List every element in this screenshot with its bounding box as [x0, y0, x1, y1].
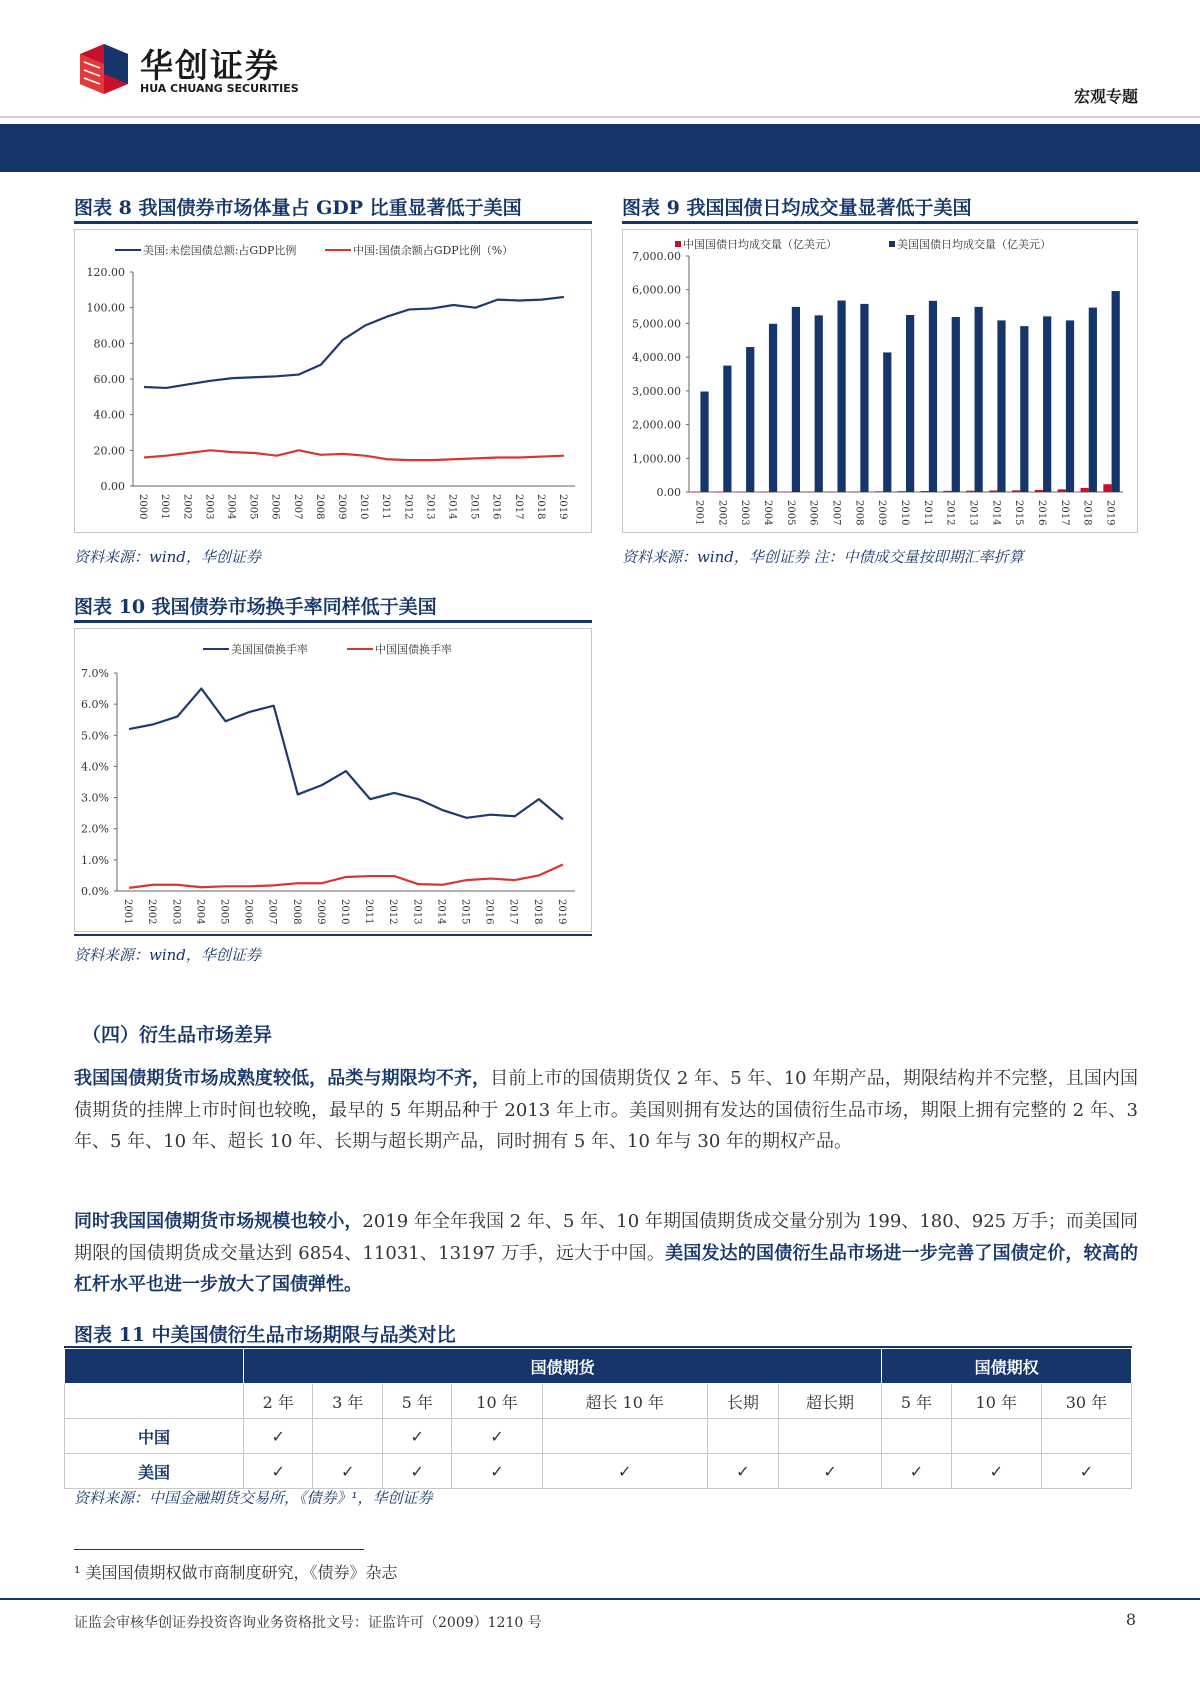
table-cell [778, 1419, 881, 1454]
fig8-x-tick-label: 2005 [247, 494, 259, 520]
fig9-bar [929, 301, 937, 492]
fig8-x-tick-label: 2007 [291, 494, 303, 520]
fig10-title-rule [74, 620, 592, 623]
fig10-x-tick-label: 2002 [146, 899, 158, 925]
fig9-bar [1103, 484, 1111, 492]
footer-license: 证监会审核华创证券投资咨询业务资格批文号：证监许可（2009）1210 号 [74, 1615, 542, 1631]
paragraph-2-bold-1: 同时我国国债期货市场规模也较小， [74, 1211, 363, 1232]
paragraph-1 [74, 1063, 1138, 1158]
fig9-bar [815, 315, 823, 492]
fig9-x-tick-label: 2010 [899, 500, 910, 526]
fig10-x-tick-label: 2009 [314, 899, 326, 925]
fig8-legend-label: 中国:国债余额占GDP比例（%） [353, 244, 514, 257]
fig9-y-tick-label: 1,000.00 [632, 452, 681, 466]
fig9-bar [700, 392, 708, 492]
logo-text-cn: 华创证券 [140, 46, 280, 85]
fig8-title-rule [74, 221, 592, 224]
fig9-bar [837, 301, 845, 492]
fig10-y-tick-label: 5.0% [81, 729, 109, 743]
logo-cube-icon [74, 40, 134, 98]
table-row-label: 美国 [65, 1454, 244, 1489]
fig8-title: 图表 8 我国债券市场体量占 GDP 比重显著低于美国 [74, 197, 522, 219]
paragraph-2-bold-2: 美国发达的国债衍生品市场进一步完善了国债定价，较高的杠杆水平也进一步放大了国债弹性。 [74, 1242, 1138, 1295]
fig10-x-tick-label: 2003 [170, 899, 182, 925]
header-band [0, 124, 1200, 172]
fig10-legend-label: 中国国债换手率 [375, 643, 452, 656]
fig9-x-tick-label: 2009 [876, 500, 888, 526]
fig9-x-tick-label: 2012 [944, 500, 956, 526]
fig9-bar [1112, 291, 1120, 492]
fig9-source: 资料来源：wind，华创证券 注：中债成交量按即期汇率折算 [622, 548, 1024, 566]
header-divider [0, 116, 1200, 118]
fig9-bar [883, 352, 891, 492]
footnote-divider [74, 1549, 364, 1550]
fig9-bar [829, 492, 837, 493]
fig10-y-tick-label: 7.0% [81, 667, 109, 680]
fig9-x-tick-label: 2002 [716, 500, 728, 526]
fig9-bar [989, 490, 997, 492]
table-column-header: 10 年 [951, 1384, 1041, 1419]
table-column-header: 10 年 [452, 1384, 542, 1419]
table-column-header: 5 年 [882, 1384, 951, 1419]
fig8-chart-svg [75, 230, 591, 532]
fig9-x-tick-label: 2013 [967, 500, 979, 526]
fig8-chart [74, 229, 592, 533]
fig9-bar [792, 307, 800, 492]
fig8-x-tick-label: 2016 [490, 494, 502, 520]
fig10-x-tick-label: 2018 [531, 899, 543, 925]
table-cell [1041, 1419, 1131, 1454]
fig8-source: 资料来源：wind，华创证券 [74, 548, 261, 566]
fig9-bar [860, 304, 868, 492]
table-cell [707, 1419, 778, 1454]
fig9-bar [746, 347, 754, 492]
fig9-x-tick-label: 2005 [784, 500, 796, 526]
fig10-series-line [129, 689, 563, 820]
fig10-x-tick-label: 2017 [507, 899, 519, 925]
fig9-y-tick-label: 4,000.00 [632, 351, 681, 365]
fig8-x-tick-label: 2013 [424, 494, 436, 520]
fig9-bar [906, 315, 914, 492]
fig8-x-tick-label: 2015 [468, 494, 480, 520]
fig9-bar [715, 492, 723, 493]
fig9-bar [943, 491, 951, 492]
fig10-source: 资料来源：wind，华创证券 [74, 946, 261, 964]
fig9-y-tick-label: 3,000.00 [632, 384, 681, 398]
company-logo [74, 40, 304, 98]
fig8-x-tick-label: 2008 [313, 494, 325, 520]
table-row [65, 1419, 1132, 1454]
fig8-series-line [144, 450, 564, 460]
fig9-bar [761, 492, 769, 493]
fig9-bar [875, 491, 883, 492]
table-column-header: 2 年 [244, 1384, 313, 1419]
fig10-x-tick-label: 2007 [266, 899, 278, 925]
table-cell: ✓ [542, 1454, 707, 1489]
fig10-y-tick-label: 1.0% [81, 853, 109, 867]
fig8-legend-label: 美国:未偿国债总额:占GDP比例 [143, 244, 297, 257]
fig10-x-tick-label: 2005 [218, 899, 230, 925]
fig8-x-tick-label: 2019 [556, 494, 568, 520]
fig9-x-tick-label: 2014 [990, 500, 1002, 526]
fig9-x-tick-label: 2006 [807, 500, 819, 526]
table-column-header: 5 年 [382, 1384, 451, 1419]
fig10-x-tick-label: 2001 [122, 899, 134, 925]
fig9-bar [806, 492, 814, 493]
fig8-y-tick-label: 80.00 [93, 337, 125, 351]
fig8-x-tick-label: 2004 [225, 494, 237, 520]
table-row [65, 1454, 1132, 1489]
fig8-x-tick-label: 2018 [534, 494, 546, 520]
fig10-x-tick-label: 2012 [387, 899, 399, 925]
fig8-x-tick-label: 2011 [380, 494, 392, 520]
fig9-x-tick-label: 2001 [693, 500, 705, 526]
paragraph-1-text: 目前上市的国债期货仅 2 年、5 年、10 年期产品，期限结构并不完整，且国内国债期货的挂牌上市时间也较晚，最早的 5 年期品种于 2013 年上市。美国则拥有发达的国债衍生品市场，期限上拥有完整的 2 年、3 年、5 年、10 年、超长 10 年、长期与超长期产品，同时拥有 5 年、10 年与 30 年的期权产品。 [74, 1068, 1138, 1152]
fig9-bar [784, 492, 792, 493]
report-type: 宏观专题 [1073, 87, 1138, 106]
fig10-x-tick-label: 2019 [555, 899, 567, 925]
table-cell: ✓ [707, 1454, 778, 1489]
fig10-series-line [129, 865, 563, 888]
paragraph-2-text: 2019 年全年我国 2 年、5 年、10 年期国债期货成交量分别为 199、180、925 万手；而美国同期限的国债期货成交量达到 6854、11031、13197 万手，远大于中国。 [74, 1211, 1138, 1264]
fig10-y-tick-label: 3.0% [81, 791, 109, 805]
page-number: 8 [1125, 1610, 1136, 1629]
fig8-x-tick-label: 2009 [335, 494, 347, 520]
fig10-x-tick-label: 2016 [483, 899, 495, 925]
table-row-label: 中国 [65, 1419, 244, 1454]
fig9-bar [1066, 320, 1074, 492]
table-cell [951, 1419, 1041, 1454]
table-body [65, 1419, 1132, 1489]
fig10-x-tick-label: 2015 [459, 899, 471, 925]
fig8-x-tick-label: 2002 [181, 494, 193, 520]
fig8-x-tick-label: 2017 [512, 494, 524, 520]
table11-source: 资料来源：中国金融期货交易所，《债券》¹，华创证券 [74, 1489, 433, 1507]
fig10-chart-svg [75, 629, 591, 931]
fig9-x-tick-label: 2008 [853, 500, 865, 526]
fig8-y-tick-label: 100.00 [86, 301, 125, 315]
fig9-bar [1012, 490, 1020, 492]
fig9-chart [622, 229, 1138, 533]
fig9-bar [1058, 489, 1066, 492]
table-cell: ✓ [1041, 1454, 1131, 1489]
fig10-x-tick-label: 2004 [194, 899, 206, 925]
fig8-y-tick-label: 40.00 [93, 408, 125, 422]
table-cell: ✓ [382, 1454, 451, 1489]
fig9-x-tick-label: 2019 [1104, 500, 1116, 526]
fig8-x-tick-label: 2000 [137, 494, 149, 520]
fig9-legend-swatch [889, 241, 895, 247]
fig8-x-tick-label: 2010 [358, 494, 370, 520]
fig8-x-tick-label: 2001 [159, 494, 171, 520]
fig9-legend-label: 中国国债日均成交量（亿美元） [683, 238, 837, 251]
fig8-series-line [144, 297, 564, 388]
fig9-bar [997, 320, 1005, 492]
fig9-bar [692, 492, 700, 493]
table-cell: ✓ [951, 1454, 1041, 1489]
table-cell: ✓ [244, 1454, 313, 1489]
table-cell: ✓ [452, 1419, 542, 1454]
comparison-table [64, 1348, 1132, 1489]
fig10-x-tick-label: 2006 [242, 899, 254, 925]
fig9-bar [966, 491, 974, 492]
table-cell: ✓ [382, 1419, 451, 1454]
fig9-y-tick-label: 7,000.00 [632, 250, 681, 263]
fig9-bar [852, 491, 860, 492]
fig8-x-tick-label: 2006 [269, 494, 281, 520]
paragraph-1-bold: 我国国债期货市场成熟度较低，品类与期限均不齐， [74, 1068, 491, 1089]
fig10-y-tick-label: 2.0% [81, 822, 109, 836]
fig8-y-tick-label: 0.00 [100, 480, 125, 493]
table-corner-cell [65, 1349, 244, 1384]
fig9-x-tick-label: 2015 [1013, 500, 1025, 526]
table-column-header: 长期 [707, 1384, 778, 1419]
fig8-y-tick-label: 20.00 [93, 444, 125, 458]
fig9-x-tick-label: 2004 [761, 500, 773, 526]
fig9-x-tick-label: 2007 [830, 500, 842, 526]
fig9-bar [975, 307, 983, 492]
table-cell: ✓ [244, 1419, 313, 1454]
fig9-bar [921, 491, 929, 492]
fig10-x-tick-label: 2014 [435, 899, 447, 925]
fig8-x-tick-label: 2003 [203, 494, 215, 520]
group-futures-header: 国债期货 [244, 1349, 882, 1384]
fig9-x-tick-label: 2011 [921, 500, 933, 526]
fig9-chart-svg [623, 230, 1137, 532]
fig9-bar [723, 366, 731, 492]
table-cell [882, 1419, 951, 1454]
group-options-header: 国债期权 [882, 1349, 1132, 1384]
fig9-bar [952, 317, 960, 492]
fig10-x-tick-label: 2011 [363, 899, 375, 925]
fig10-y-tick-label: 4.0% [81, 760, 109, 774]
fig9-y-tick-label: 6,000.00 [632, 283, 681, 297]
fig9-legend-label: 美国国债日均成交量（亿美元） [897, 238, 1051, 251]
fig10-x-tick-label: 2013 [411, 899, 423, 925]
fig10-legend-label: 美国国债换手率 [231, 643, 308, 656]
table11-title: 图表 11 中美国债衍生品市场期限与品类对比 [74, 1324, 456, 1346]
table-cell [542, 1419, 707, 1454]
table-column-header: 30 年 [1041, 1384, 1131, 1419]
fig9-bar [1035, 490, 1043, 492]
fig9-legend-swatch [675, 241, 681, 247]
fig9-bar [1020, 326, 1028, 492]
fig9-bar [898, 491, 906, 492]
fig8-y-tick-label: 60.00 [93, 373, 125, 386]
fig8-x-tick-label: 2014 [446, 494, 458, 520]
table-cell: ✓ [882, 1454, 951, 1489]
fig9-x-tick-label: 2017 [1058, 500, 1070, 526]
logo-text-en: HUA CHUANG SECURITIES [140, 82, 299, 95]
footnote: ¹ 美国国债期权做市商制度研究，《债券》杂志 [74, 1563, 398, 1582]
fig9-bar [1081, 488, 1089, 492]
fig9-bar [1043, 316, 1051, 492]
fig8-y-tick-label: 120.00 [86, 266, 125, 279]
table-column-header-row [65, 1384, 1132, 1419]
fig10-x-tick-label: 2010 [339, 899, 350, 925]
fig9-x-tick-label: 2016 [1036, 500, 1048, 526]
fig9-bar [769, 324, 777, 492]
fig10-chart [74, 628, 592, 932]
fig9-y-tick-label: 5,000.00 [632, 317, 681, 331]
fig9-y-tick-label: 2,000.00 [632, 418, 681, 432]
footer-divider [0, 1598, 1200, 1600]
fig8-x-tick-label: 2012 [402, 494, 414, 520]
fig9-x-tick-label: 2003 [739, 500, 751, 526]
fig10-y-tick-label: 6.0% [81, 698, 109, 712]
table-cell: ✓ [778, 1454, 881, 1489]
table-empty-header-cell [65, 1384, 244, 1419]
table-cell: ✓ [452, 1454, 542, 1489]
fig9-x-tick-label: 2018 [1081, 500, 1093, 526]
table-column-header: 超长 10 年 [542, 1384, 707, 1419]
fig10-title: 图表 10 我国债券市场换手率同样低于美国 [74, 596, 437, 618]
fig9-bar [738, 492, 746, 493]
fig10-x-tick-label: 2008 [290, 899, 302, 925]
table-group-header-row [65, 1349, 1132, 1384]
table-cell [313, 1419, 382, 1454]
fig9-y-tick-label: 0.00 [656, 486, 681, 499]
fig10-y-tick-label: 0.0% [81, 885, 109, 898]
table-column-header: 超长期 [778, 1384, 881, 1419]
fig9-title-rule [622, 221, 1138, 224]
section-heading: （四）衍生品市场差异 [82, 1024, 273, 1046]
fig9-title: 图表 9 我国国债日均成交量显著低于美国 [622, 197, 972, 219]
table-column-header: 3 年 [313, 1384, 382, 1419]
table-cell: ✓ [313, 1454, 382, 1489]
paragraph-2 [74, 1206, 1138, 1301]
fig10-bottom-rule [74, 934, 592, 936]
fig9-bar [1089, 308, 1097, 492]
